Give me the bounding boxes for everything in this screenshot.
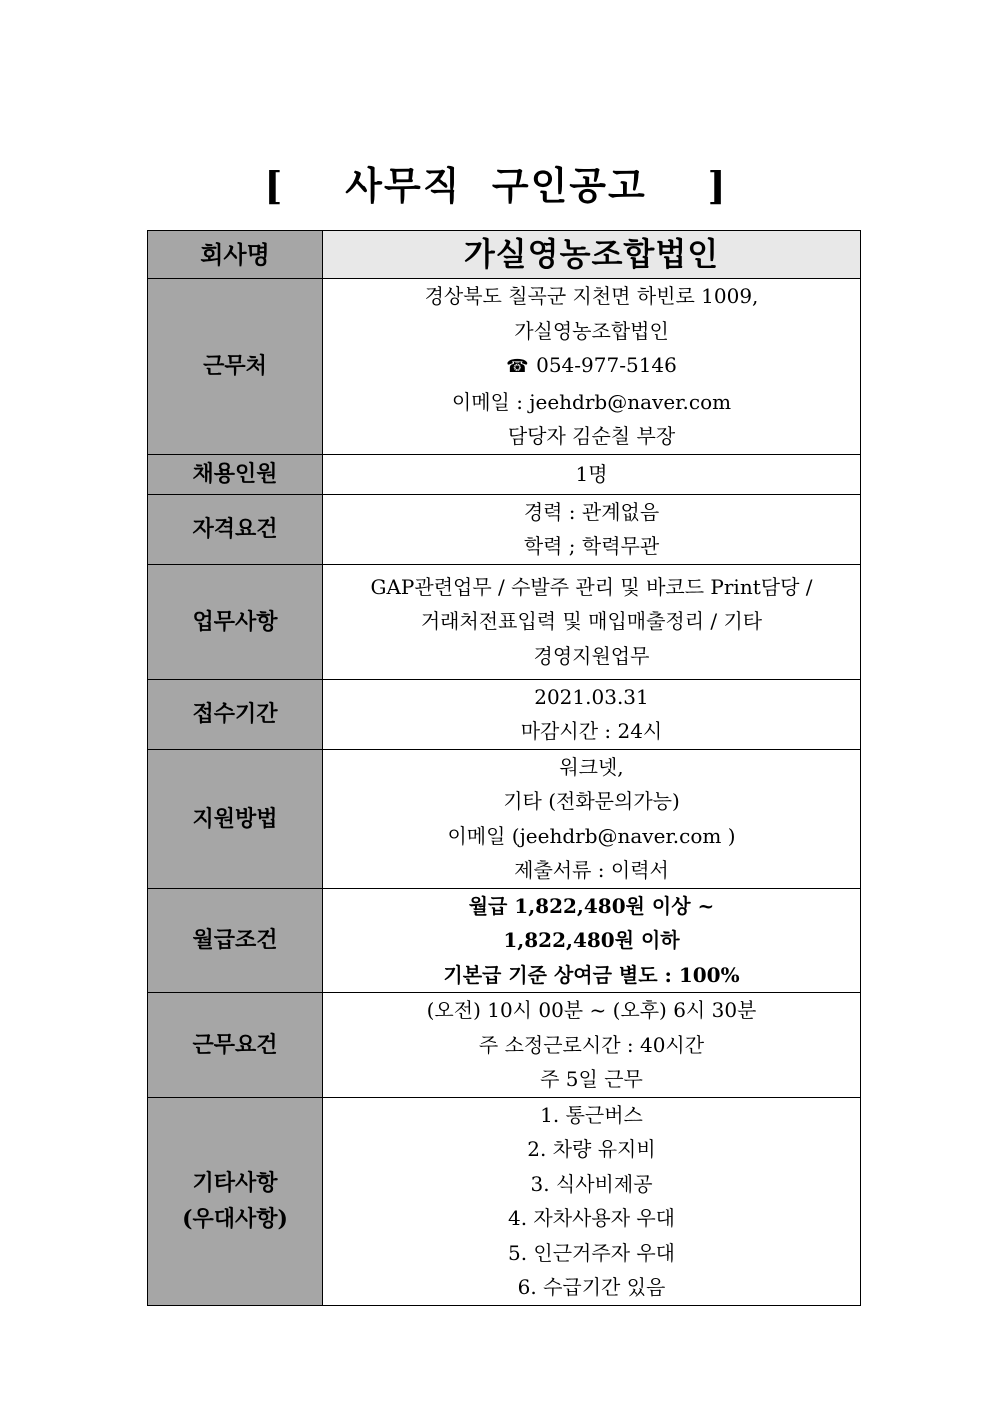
value-line bbox=[323, 348, 860, 385]
qualifications-label bbox=[148, 494, 323, 564]
label-line: 기타사항 bbox=[192, 1170, 278, 1196]
label-line: 접수기간 bbox=[192, 701, 278, 727]
duties-value bbox=[323, 564, 861, 679]
row-application-method bbox=[148, 749, 861, 888]
row-duties bbox=[148, 564, 861, 679]
row-salary-conditions bbox=[148, 888, 861, 993]
other-notes-label bbox=[148, 1097, 323, 1305]
value-line: 주 5일 근무 bbox=[540, 1067, 643, 1091]
value-line: 기본급 기준 상여금 별도 : 100% bbox=[443, 962, 740, 987]
application-method-value bbox=[323, 749, 861, 888]
value-line: 이메일 : jeehdrb@naver.com bbox=[451, 389, 732, 414]
working-conditions-value bbox=[323, 993, 861, 1098]
value-line: 3. 식사비제공 bbox=[530, 1171, 653, 1196]
label-line: 지원방법 bbox=[192, 805, 278, 832]
workplace-label bbox=[148, 279, 323, 455]
value-line: 6. 수급기간 있음 bbox=[517, 1275, 666, 1299]
value-line: (오전) 10시 00분 ~ (오후) 6시 30분 bbox=[426, 998, 757, 1022]
working-conditions-label bbox=[148, 993, 323, 1098]
row-working-conditions bbox=[148, 993, 861, 1098]
telephone-icon: ☎ bbox=[506, 356, 529, 377]
value-line: 가실영농조합법인 bbox=[463, 235, 720, 274]
job-posting-table bbox=[147, 230, 861, 1306]
value-line: 마감시간 : 24시 bbox=[520, 719, 663, 743]
value-line: 학력 ; 학력무관 bbox=[523, 534, 660, 558]
value-line: 5. 인근거주자 우대 bbox=[507, 1240, 676, 1265]
value-line: 가실영농조합법인 bbox=[514, 318, 669, 343]
value-line: 이메일 (jeehdrb@naver.com ) bbox=[447, 823, 736, 848]
value-line: 경력 : 관계없음 bbox=[523, 499, 660, 524]
value-line: 경상북도 칠곡군 지천면 하빈로 1009, bbox=[424, 284, 759, 308]
label-line: 회사명 bbox=[200, 239, 270, 269]
value-line: 2021.03.31 bbox=[534, 684, 649, 709]
hiring-count-value bbox=[323, 454, 861, 494]
workplace-value bbox=[323, 279, 861, 455]
value-line: GAP관련업무 / 수발주 관리 및 바코드 Print담당 / bbox=[370, 574, 813, 599]
value-line: 1,822,480원 이하 bbox=[503, 928, 680, 952]
value-line: 1. 통근버스 bbox=[540, 1102, 643, 1127]
value-line: 제출서류 : 이력서 bbox=[514, 858, 669, 882]
application-period-label bbox=[148, 679, 323, 749]
label-line: (우대사항) bbox=[182, 1206, 288, 1232]
value-line: 워크넷, bbox=[559, 754, 624, 779]
value-line: 거래처전표입력 및 매입매출정리 / 기타 bbox=[420, 609, 763, 634]
document-title: [ 사무직 구인공고 ] bbox=[264, 163, 728, 208]
label-line: 월급조건 bbox=[192, 927, 278, 954]
label-line: 자격요건 bbox=[192, 516, 278, 542]
value-line: 1명 bbox=[575, 461, 608, 486]
company-name-value bbox=[323, 231, 861, 279]
row-application-period bbox=[148, 679, 861, 749]
other-notes-value bbox=[323, 1097, 861, 1305]
qualifications-value bbox=[323, 494, 861, 564]
label-line: 업무사항 bbox=[192, 608, 278, 635]
company-name-label bbox=[148, 231, 323, 279]
label-line: 근무처 bbox=[203, 353, 267, 380]
row-qualifications bbox=[148, 494, 861, 564]
application-period-value bbox=[323, 679, 861, 749]
salary-conditions-label bbox=[148, 888, 323, 993]
value-line: 4. 자차사용자 우대 bbox=[507, 1206, 676, 1230]
value-line: 월급 1,822,480원 이상 ~ bbox=[468, 893, 715, 918]
value-line: 경영지원업무 bbox=[533, 643, 650, 668]
value-line: 주 소정근로시간 : 40시간 bbox=[478, 1032, 705, 1057]
row-workplace bbox=[148, 279, 861, 455]
label-line: 근무요건 bbox=[192, 1031, 278, 1058]
salary-conditions-value bbox=[323, 888, 861, 993]
row-other-notes bbox=[148, 1097, 861, 1305]
phone-number: 054-977-5146 bbox=[536, 353, 677, 377]
row-hiring-count bbox=[148, 454, 861, 494]
application-method-label bbox=[148, 749, 323, 888]
value-line: 기타 (전화문의가능) bbox=[503, 789, 680, 813]
label-line: 채용인원 bbox=[192, 461, 278, 487]
value-line: 2. 차량 유지비 bbox=[527, 1137, 656, 1161]
duties-label bbox=[148, 564, 323, 679]
row-company-name bbox=[148, 231, 861, 279]
value-line: 담당자 김순칠 부장 bbox=[507, 424, 676, 448]
hiring-count-label bbox=[148, 454, 323, 494]
